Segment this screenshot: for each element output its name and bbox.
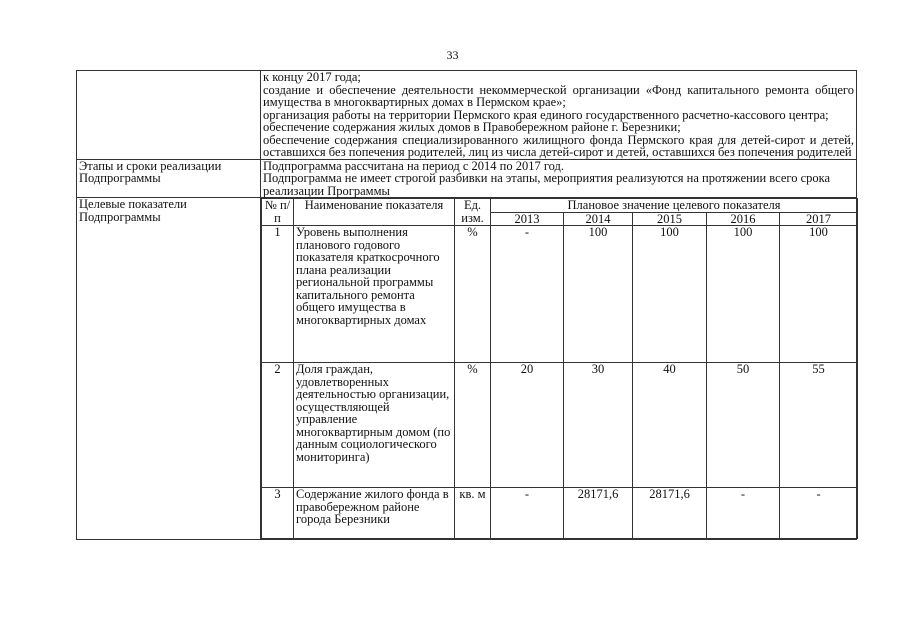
row2-line: Подпрограмма не имеет строгой разбивки на этапы, мероприятия реализуются на протяжении всего срока реализации Программы: [263, 171, 831, 198]
indicator-value: -: [780, 488, 858, 539]
indicator-unit: кв. м: [455, 488, 491, 539]
row-goals-continued: [77, 71, 857, 160]
indicators-table: [261, 198, 858, 539]
indicator-value: 100: [564, 226, 633, 363]
row1-label: [77, 71, 261, 160]
indicator-row: [262, 226, 858, 363]
indicators-cell: [261, 198, 857, 540]
indicator-value: -: [707, 488, 780, 539]
indicator-num: 3: [262, 488, 294, 539]
row2-line: Подпрограмма рассчитана на период с 2014 по 2017 год.: [263, 158, 565, 173]
header-unit: Ед. изм.: [455, 199, 491, 226]
passport-table: [76, 70, 857, 540]
header-year: 2015: [633, 212, 707, 226]
indicator-value: 100: [780, 226, 858, 363]
indicator-value: 100: [633, 226, 707, 363]
row2-label: Этапы и сроки реализации Подпрограммы: [77, 159, 261, 198]
header-name: Наименование показателя: [294, 199, 455, 226]
row3-label: Целевые показатели Подпрограммы: [77, 198, 261, 540]
page-number: 33: [446, 48, 459, 62]
header-year: 2013: [491, 212, 564, 226]
header-year: 2014: [564, 212, 633, 226]
indicator-value: 30: [564, 363, 633, 488]
row-indicators: [77, 198, 857, 540]
indicator-value: 100: [707, 226, 780, 363]
indicators-header-row: [262, 199, 858, 213]
row1-content: [261, 71, 857, 160]
indicator-row: [262, 363, 858, 488]
row1-line: обеспечение содержания жилых домов в Правобережном районе г. Березники;: [263, 120, 681, 134]
indicator-value: 40: [633, 363, 707, 488]
row-stages: [77, 159, 857, 198]
indicator-value: 28171,6: [564, 488, 633, 539]
row1-line: организация работы на территории Пермского края единого государственного расчетно-кассового центра;: [263, 107, 829, 122]
indicator-name: Содержание жилого фонда в правобережном районе города Березники: [294, 488, 455, 539]
row1-line: создание и обеспечение деятельности некоммерческой организации «Фонд капитального ремонта общего имущества в многоквартирных домах в Пермском крае»;: [263, 82, 854, 109]
indicator-value: -: [491, 226, 564, 363]
header-plan: Плановое значение целевого показателя: [491, 199, 858, 213]
header-year: 2016: [707, 212, 780, 226]
indicator-value: -: [491, 488, 564, 539]
indicator-num: 2: [262, 363, 294, 488]
indicator-value: 20: [491, 363, 564, 488]
indicator-name: Уровень выполнения планового годового показателя краткосрочного плана реализации региональной программы капитального ремонта общего имущества в многоквартирных домах: [294, 226, 455, 363]
header-num: № п/п: [262, 199, 294, 226]
indicator-value: 55: [780, 363, 858, 488]
indicator-value: 28171,6: [633, 488, 707, 539]
indicator-row: [262, 488, 858, 539]
row1-line: обеспечение содержания специализированного жилищного фонда Пермского края для детей-сирот и детей, оставшихся без попечения родителей, лиц из числа детей-сирот и детей, оставшихся без попечения родителей: [263, 132, 854, 159]
row1-line: к концу 2017 года;: [263, 70, 361, 84]
indicator-value: 50: [707, 363, 780, 488]
indicator-name: Доля граждан, удовлетворенных деятельностью организации, осуществляющей управление многоквартирным домом (по данным социологического мониторинга): [294, 363, 455, 488]
indicator-unit: %: [455, 363, 491, 488]
header-year: 2017: [780, 212, 858, 226]
row2-content: [261, 159, 857, 198]
indicator-unit: %: [455, 226, 491, 363]
indicator-num: 1: [262, 226, 294, 363]
